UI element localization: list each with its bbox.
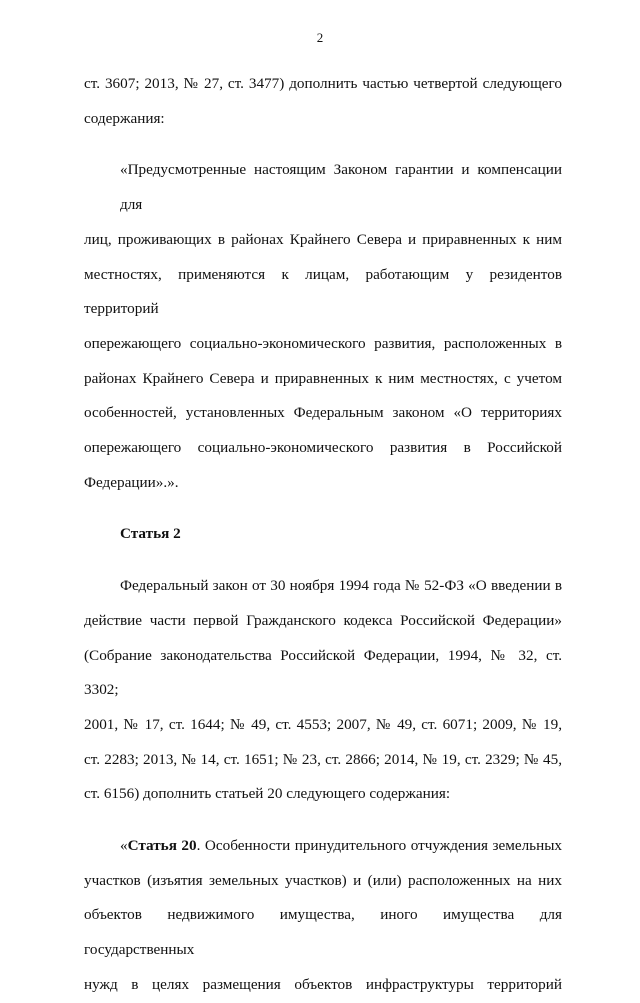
text-line: ст. 6156) дополнить статьей 20 следующего содержания: [84, 785, 451, 803]
page-number: 2 [316, 30, 324, 45]
text-line: ст. 3607; 2013, № 27, ст. 3477) дополнить частью четвертой следующего [84, 75, 562, 92]
text-line: 2001, № 17, ст. 1644; № 49, ст. 4553; 2007, № 49, ст. 6071; 2009, № 19, [84, 715, 562, 733]
text-line: опережающего социально-экономического развития в Российской [84, 439, 562, 457]
article-20-title-rest: . Особенности принудительного отчуждения земельных [196, 837, 563, 855]
text-line: особенностей, установленных Федеральным законом «О территориях [84, 404, 562, 422]
text-line: нужд в целях размещения объектов инфраструктуры территорий [84, 975, 562, 993]
text-line: районах Крайнего Севера и приравненных к ним местностях, с учетом [84, 369, 562, 387]
article-20-label: Статья 20 [127, 837, 197, 855]
text-line: участков (изъятия земельных участков) и (или) расположенных на них [84, 871, 562, 889]
text-line: (Собрание законодательства Российской Федерации, 1994, № 32, ст. 3302; [84, 646, 562, 699]
text-line: действие части первой Гражданского кодекса Российской Федерации» [84, 611, 562, 629]
article-2-paragraph-start: Федеральный закон от 30 ноября 1994 года № 52-ФЗ «О введении в [120, 577, 562, 595]
open-quote: « [120, 837, 128, 855]
article-20-first-line [84, 829, 562, 864]
text-line: лиц, проживающих в районах Крайнего Севера и приравненных к ним [84, 230, 562, 248]
text-line: местностях, применяются к лицам, работающим у резидентов территорий [84, 265, 562, 318]
article-2-heading: Статья 2 [120, 525, 181, 543]
text-line: содержания: [84, 109, 165, 127]
text-line: Федерации».». [84, 473, 179, 491]
text-line: ст. 2283; 2013, № 14, ст. 1651; № 23, ст. 2866; 2014, № 19, ст. 2329; № 45, [84, 750, 562, 768]
text-line: опережающего социально-экономического развития, расположенных в [84, 334, 562, 352]
document-body [84, 67, 562, 1003]
quote-paragraph-start: «Предусмотренные настоящим Законом гарантии и компенсации для [120, 161, 562, 214]
text-line: объектов недвижимого имущества, иного имущества для государственных [84, 906, 562, 959]
